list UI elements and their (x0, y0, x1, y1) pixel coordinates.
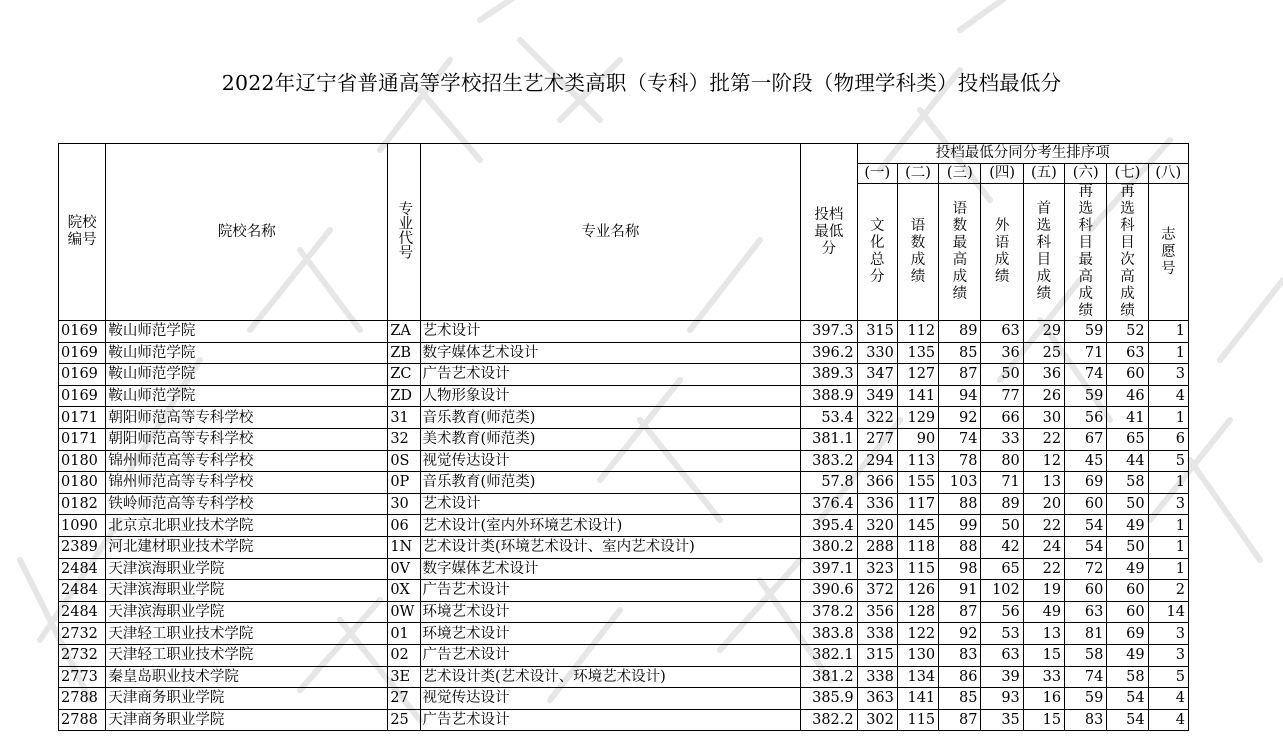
tiebreak-2-cell: 127 (897, 364, 938, 386)
header-tiebreak-label: 再选科目次高成绩 (1107, 184, 1148, 321)
tiebreak-1-cell: 330 (857, 342, 897, 364)
tiebreak-7-cell: 54 (1107, 709, 1148, 731)
table-row (59, 558, 1189, 580)
page-title: 2022年辽宁省普通高等学校招生艺术类高职（专科）批第一阶段（物理学科类）投档最低分 (221, 71, 1062, 95)
tiebreak-8-cell: 5 (1148, 666, 1188, 688)
school-name-cell: 天津轻工职业技术学院 (106, 623, 388, 645)
min-score-cell: 388.9 (801, 385, 857, 407)
school-code-cell: 2484 (59, 601, 106, 623)
school-name-cell: 鞍山师范学院 (106, 364, 388, 386)
tiebreak-3-cell: 92 (939, 623, 981, 645)
tiebreak-1-cell: 294 (857, 450, 897, 472)
min-score-cell: 390.6 (801, 580, 857, 602)
major-code-cell: 30 (388, 493, 420, 515)
min-score-cell: 396.2 (801, 342, 857, 364)
school-code-cell: 0171 (59, 407, 106, 429)
header-tiebreak-number: (八) (1148, 164, 1188, 184)
major-name-cell: 音乐教育(师范类) (420, 407, 801, 429)
school-name-cell: 天津滨海职业学院 (106, 580, 388, 602)
school-name-cell: 朝阳师范高等专科学校 (106, 428, 388, 450)
tiebreak-1-cell: 356 (857, 601, 897, 623)
tiebreak-7-cell: 49 (1107, 644, 1148, 666)
tiebreak-5-cell: 26 (1023, 385, 1064, 407)
tiebreak-3-cell: 98 (939, 558, 981, 580)
school-code-cell: 0171 (59, 428, 106, 450)
table-row (59, 623, 1189, 645)
tiebreak-3-cell: 103 (939, 472, 981, 494)
min-score-cell: 376.4 (801, 493, 857, 515)
table-row (59, 688, 1189, 710)
tiebreak-4-cell: 71 (981, 472, 1023, 494)
tiebreak-7-cell: 52 (1107, 321, 1148, 343)
admission-table (58, 143, 1189, 731)
school-name-cell: 鞍山师范学院 (106, 342, 388, 364)
tiebreak-7-cell: 49 (1107, 515, 1148, 537)
min-score-cell: 382.1 (801, 644, 857, 666)
tiebreak-3-cell: 88 (939, 536, 981, 558)
school-name-cell: 天津滨海职业学院 (106, 601, 388, 623)
tiebreak-1-cell: 347 (857, 364, 897, 386)
tiebreak-6-cell: 74 (1065, 364, 1107, 386)
school-name-cell: 河北建材职业技术学院 (106, 536, 388, 558)
school-code-cell: 2389 (59, 536, 106, 558)
tiebreak-5-cell: 22 (1023, 515, 1064, 537)
tiebreak-1-cell: 315 (857, 321, 897, 343)
table-row (59, 321, 1189, 343)
min-score-cell: 397.3 (801, 321, 857, 343)
major-code-cell: ZC (388, 364, 420, 386)
school-name-cell: 鞍山师范学院 (106, 321, 388, 343)
tiebreak-5-cell: 15 (1023, 709, 1064, 731)
min-score-cell: 383.8 (801, 623, 857, 645)
header-tiebreak-number: (六) (1065, 164, 1107, 184)
tiebreak-4-cell: 80 (981, 450, 1023, 472)
header-tiebreak-label: 外语成绩 (981, 184, 1023, 321)
tiebreak-2-cell: 135 (897, 342, 938, 364)
tiebreak-6-cell: 59 (1065, 321, 1107, 343)
major-name-cell: 数字媒体艺术设计 (420, 558, 801, 580)
major-code-cell: 25 (388, 709, 420, 731)
tiebreak-4-cell: 63 (981, 644, 1023, 666)
tiebreak-5-cell: 19 (1023, 580, 1064, 602)
tiebreak-7-cell: 50 (1107, 493, 1148, 515)
tiebreak-7-cell: 58 (1107, 666, 1148, 688)
tiebreak-5-cell: 25 (1023, 342, 1064, 364)
major-name-cell: 艺术设计类(环境艺术设计、室内艺术设计) (420, 536, 801, 558)
min-score-cell: 397.1 (801, 558, 857, 580)
tiebreak-8-cell: 2 (1148, 580, 1188, 602)
header-school-name: 院校名称 (106, 144, 388, 321)
tiebreak-4-cell: 102 (981, 580, 1023, 602)
tiebreak-1-cell: 349 (857, 385, 897, 407)
major-code-cell: 0X (388, 580, 420, 602)
tiebreak-7-cell: 50 (1107, 536, 1148, 558)
school-code-cell: 0169 (59, 385, 106, 407)
min-score-cell: 381.2 (801, 666, 857, 688)
header-school-code: 院校编号 (59, 144, 106, 321)
tiebreak-8-cell: 3 (1148, 364, 1188, 386)
tiebreak-2-cell: 134 (897, 666, 938, 688)
header-tiebreak-label: 文化总分 (857, 184, 897, 321)
tiebreak-4-cell: 93 (981, 688, 1023, 710)
tiebreak-3-cell: 86 (939, 666, 981, 688)
tiebreak-4-cell: 66 (981, 407, 1023, 429)
school-code-cell: 0169 (59, 342, 106, 364)
school-code-cell: 1090 (59, 515, 106, 537)
tiebreak-4-cell: 36 (981, 342, 1023, 364)
tiebreak-2-cell: 130 (897, 644, 938, 666)
tiebreak-5-cell: 16 (1023, 688, 1064, 710)
school-name-cell: 天津轻工职业技术学院 (106, 644, 388, 666)
tiebreak-1-cell: 315 (857, 644, 897, 666)
tiebreak-7-cell: 60 (1107, 601, 1148, 623)
tiebreak-1-cell: 372 (857, 580, 897, 602)
table-row (59, 385, 1189, 407)
tiebreak-5-cell: 20 (1023, 493, 1064, 515)
tiebreak-4-cell: 50 (981, 515, 1023, 537)
tiebreak-2-cell: 113 (897, 450, 938, 472)
header-tiebreak-group: 投档最低分同分考生排序项 (857, 144, 1188, 164)
tiebreak-2-cell: 155 (897, 472, 938, 494)
tiebreak-2-cell: 145 (897, 515, 938, 537)
tiebreak-5-cell: 15 (1023, 644, 1064, 666)
table-row (59, 601, 1189, 623)
tiebreak-8-cell: 1 (1148, 407, 1188, 429)
min-score-cell: 57.8 (801, 472, 857, 494)
min-score-cell: 395.4 (801, 515, 857, 537)
tiebreak-2-cell: 115 (897, 709, 938, 731)
tiebreak-3-cell: 74 (939, 428, 981, 450)
major-name-cell: 广告艺术设计 (420, 364, 801, 386)
header-major-name: 专业名称 (420, 144, 801, 321)
major-name-cell: 音乐教育(师范类) (420, 472, 801, 494)
school-code-cell: 0182 (59, 493, 106, 515)
tiebreak-3-cell: 94 (939, 385, 981, 407)
table-row (59, 428, 1189, 450)
tiebreak-8-cell: 1 (1148, 515, 1188, 537)
school-name-cell: 锦州师范高等专科学校 (106, 472, 388, 494)
major-code-cell: 0V (388, 558, 420, 580)
major-name-cell: 视觉传达设计 (420, 450, 801, 472)
major-code-cell: 0P (388, 472, 420, 494)
tiebreak-3-cell: 85 (939, 688, 981, 710)
major-code-cell: 3E (388, 666, 420, 688)
tiebreak-8-cell: 6 (1148, 428, 1188, 450)
school-code-cell: 0180 (59, 450, 106, 472)
tiebreak-8-cell: 4 (1148, 709, 1188, 731)
tiebreak-1-cell: 323 (857, 558, 897, 580)
major-name-cell: 人物形象设计 (420, 385, 801, 407)
tiebreak-6-cell: 54 (1065, 536, 1107, 558)
tiebreak-7-cell: 54 (1107, 688, 1148, 710)
tiebreak-4-cell: 53 (981, 623, 1023, 645)
tiebreak-7-cell: 63 (1107, 342, 1148, 364)
major-name-cell: 广告艺术设计 (420, 644, 801, 666)
tiebreak-8-cell: 4 (1148, 688, 1188, 710)
major-name-cell: 广告艺术设计 (420, 709, 801, 731)
table-row (59, 342, 1189, 364)
tiebreak-4-cell: 33 (981, 428, 1023, 450)
min-score-cell: 383.2 (801, 450, 857, 472)
major-code-cell: 1N (388, 536, 420, 558)
tiebreak-2-cell: 90 (897, 428, 938, 450)
school-code-cell: 2732 (59, 623, 106, 645)
major-name-cell: 艺术设计类(艺术设计、环境艺术设计) (420, 666, 801, 688)
table-row (59, 450, 1189, 472)
tiebreak-4-cell: 63 (981, 321, 1023, 343)
tiebreak-5-cell: 13 (1023, 472, 1064, 494)
school-name-cell: 锦州师范高等专科学校 (106, 450, 388, 472)
tiebreak-7-cell: 60 (1107, 580, 1148, 602)
tiebreak-1-cell: 277 (857, 428, 897, 450)
tiebreak-8-cell: 5 (1148, 450, 1188, 472)
tiebreak-2-cell: 128 (897, 601, 938, 623)
table-row (59, 580, 1189, 602)
school-code-cell: 0169 (59, 364, 106, 386)
tiebreak-2-cell: 129 (897, 407, 938, 429)
major-name-cell: 环境艺术设计 (420, 601, 801, 623)
major-name-cell: 环境艺术设计 (420, 623, 801, 645)
header-tiebreak-label: 首选科目成绩 (1023, 184, 1064, 321)
header-tiebreak-number: (二) (897, 164, 938, 184)
tiebreak-2-cell: 118 (897, 536, 938, 558)
tiebreak-7-cell: 65 (1107, 428, 1148, 450)
tiebreak-7-cell: 60 (1107, 364, 1148, 386)
tiebreak-1-cell: 288 (857, 536, 897, 558)
tiebreak-7-cell: 41 (1107, 407, 1148, 429)
min-score-cell: 380.2 (801, 536, 857, 558)
tiebreak-4-cell: 77 (981, 385, 1023, 407)
tiebreak-3-cell: 87 (939, 709, 981, 731)
tiebreak-4-cell: 65 (981, 558, 1023, 580)
tiebreak-4-cell: 56 (981, 601, 1023, 623)
tiebreak-6-cell: 60 (1065, 493, 1107, 515)
school-code-cell: 2732 (59, 644, 106, 666)
tiebreak-1-cell: 302 (857, 709, 897, 731)
tiebreak-6-cell: 81 (1065, 623, 1107, 645)
tiebreak-1-cell: 336 (857, 493, 897, 515)
major-code-cell: 02 (388, 644, 420, 666)
tiebreak-4-cell: 50 (981, 364, 1023, 386)
table-row (59, 364, 1189, 386)
tiebreak-5-cell: 49 (1023, 601, 1064, 623)
tiebreak-8-cell: 4 (1148, 385, 1188, 407)
tiebreak-2-cell: 122 (897, 623, 938, 645)
school-code-cell: 2484 (59, 580, 106, 602)
tiebreak-5-cell: 13 (1023, 623, 1064, 645)
min-score-cell: 53.4 (801, 407, 857, 429)
tiebreak-4-cell: 89 (981, 493, 1023, 515)
tiebreak-3-cell: 99 (939, 515, 981, 537)
tiebreak-2-cell: 117 (897, 493, 938, 515)
tiebreak-5-cell: 22 (1023, 558, 1064, 580)
major-code-cell: 01 (388, 623, 420, 645)
tiebreak-3-cell: 92 (939, 407, 981, 429)
tiebreak-5-cell: 30 (1023, 407, 1064, 429)
major-name-cell: 艺术设计(室内外环境艺术设计) (420, 515, 801, 537)
tiebreak-4-cell: 39 (981, 666, 1023, 688)
major-name-cell: 艺术设计 (420, 321, 801, 343)
school-code-cell: 2788 (59, 688, 106, 710)
tiebreak-6-cell: 59 (1065, 688, 1107, 710)
tiebreak-5-cell: 22 (1023, 428, 1064, 450)
major-code-cell: 0W (388, 601, 420, 623)
tiebreak-6-cell: 45 (1065, 450, 1107, 472)
tiebreak-3-cell: 87 (939, 601, 981, 623)
tiebreak-8-cell: 1 (1148, 536, 1188, 558)
table-row (59, 493, 1189, 515)
tiebreak-1-cell: 322 (857, 407, 897, 429)
major-code-cell: ZA (388, 321, 420, 343)
tiebreak-8-cell: 3 (1148, 644, 1188, 666)
school-name-cell: 鞍山师范学院 (106, 385, 388, 407)
table-row (59, 407, 1189, 429)
min-score-cell: 382.2 (801, 709, 857, 731)
tiebreak-5-cell: 24 (1023, 536, 1064, 558)
tiebreak-6-cell: 69 (1065, 472, 1107, 494)
tiebreak-1-cell: 338 (857, 666, 897, 688)
tiebreak-5-cell: 33 (1023, 666, 1064, 688)
tiebreak-3-cell: 91 (939, 580, 981, 602)
major-name-cell: 视觉传达设计 (420, 688, 801, 710)
tiebreak-3-cell: 78 (939, 450, 981, 472)
tiebreak-4-cell: 42 (981, 536, 1023, 558)
tiebreak-6-cell: 59 (1065, 385, 1107, 407)
tiebreak-7-cell: 69 (1107, 623, 1148, 645)
school-code-cell: 0169 (59, 321, 106, 343)
tiebreak-2-cell: 112 (897, 321, 938, 343)
school-code-cell: 2773 (59, 666, 106, 688)
header-min-score: 投档最低分 (801, 144, 857, 321)
table-row (59, 644, 1189, 666)
tiebreak-1-cell: 363 (857, 688, 897, 710)
tiebreak-6-cell: 60 (1065, 580, 1107, 602)
major-code-cell: 27 (388, 688, 420, 710)
major-code-cell: 0S (388, 450, 420, 472)
header-major-code (388, 144, 420, 321)
major-name-cell: 艺术设计 (420, 493, 801, 515)
tiebreak-6-cell: 63 (1065, 601, 1107, 623)
tiebreak-6-cell: 83 (1065, 709, 1107, 731)
tiebreak-8-cell: 1 (1148, 558, 1188, 580)
major-code-cell: 32 (388, 428, 420, 450)
header-tiebreak-label: 再选科目最高成绩 (1065, 184, 1107, 321)
tiebreak-1-cell: 338 (857, 623, 897, 645)
major-code-cell: ZB (388, 342, 420, 364)
tiebreak-4-cell: 35 (981, 709, 1023, 731)
school-code-cell: 2484 (59, 558, 106, 580)
header-tiebreak-number: (一) (857, 164, 897, 184)
table-row (59, 709, 1189, 731)
tiebreak-8-cell: 1 (1148, 472, 1188, 494)
school-name-cell: 北京京北职业技术学院 (106, 515, 388, 537)
tiebreak-6-cell: 56 (1065, 407, 1107, 429)
header-tiebreak-label: 语数成绩 (897, 184, 938, 321)
tiebreak-2-cell: 126 (897, 580, 938, 602)
school-name-cell: 秦皇岛职业技术学院 (106, 666, 388, 688)
major-name-cell: 美术教育(师范类) (420, 428, 801, 450)
tiebreak-6-cell: 72 (1065, 558, 1107, 580)
tiebreak-7-cell: 46 (1107, 385, 1148, 407)
tiebreak-6-cell: 67 (1065, 428, 1107, 450)
school-name-cell: 天津商务职业学院 (106, 709, 388, 731)
tiebreak-3-cell: 89 (939, 321, 981, 343)
school-name-cell: 朝阳师范高等专科学校 (106, 407, 388, 429)
tiebreak-8-cell: 14 (1148, 601, 1188, 623)
tiebreak-7-cell: 58 (1107, 472, 1148, 494)
tiebreak-8-cell: 3 (1148, 623, 1188, 645)
major-code-cell: 06 (388, 515, 420, 537)
tiebreak-6-cell: 71 (1065, 342, 1107, 364)
school-code-cell: 2788 (59, 709, 106, 731)
tiebreak-5-cell: 12 (1023, 450, 1064, 472)
header-tiebreak-number: (五) (1023, 164, 1064, 184)
tiebreak-6-cell: 54 (1065, 515, 1107, 537)
header-tiebreak-number: (三) (939, 164, 981, 184)
tiebreak-6-cell: 74 (1065, 666, 1107, 688)
header-tiebreak-label: 志愿号 (1148, 184, 1188, 321)
tiebreak-7-cell: 49 (1107, 558, 1148, 580)
min-score-cell: 389.3 (801, 364, 857, 386)
tiebreak-2-cell: 141 (897, 385, 938, 407)
tiebreak-1-cell: 320 (857, 515, 897, 537)
tiebreak-2-cell: 141 (897, 688, 938, 710)
tiebreak-2-cell: 115 (897, 558, 938, 580)
tiebreak-3-cell: 88 (939, 493, 981, 515)
tiebreak-8-cell: 3 (1148, 493, 1188, 515)
tiebreak-7-cell: 44 (1107, 450, 1148, 472)
school-name-cell: 铁岭师范高等专科学校 (106, 493, 388, 515)
major-code-cell: 31 (388, 407, 420, 429)
min-score-cell: 381.1 (801, 428, 857, 450)
school-code-cell: 0180 (59, 472, 106, 494)
table-row (59, 536, 1189, 558)
min-score-cell: 385.9 (801, 688, 857, 710)
table-row (59, 515, 1189, 537)
min-score-cell: 378.2 (801, 601, 857, 623)
tiebreak-5-cell: 29 (1023, 321, 1064, 343)
header-major-code-text: 专业代号 (396, 200, 413, 259)
school-name-cell: 天津滨海职业学院 (106, 558, 388, 580)
major-name-cell: 广告艺术设计 (420, 580, 801, 602)
tiebreak-5-cell: 36 (1023, 364, 1064, 386)
school-name-cell: 天津商务职业学院 (106, 688, 388, 710)
header-tiebreak-number: (七) (1107, 164, 1148, 184)
tiebreak-8-cell: 1 (1148, 321, 1188, 343)
tiebreak-3-cell: 85 (939, 342, 981, 364)
tiebreak-6-cell: 58 (1065, 644, 1107, 666)
major-name-cell: 数字媒体艺术设计 (420, 342, 801, 364)
header-tiebreak-label: 语数最高成绩 (939, 184, 981, 321)
table-row (59, 666, 1189, 688)
table-row (59, 472, 1189, 494)
header-tiebreak-number: (四) (981, 164, 1023, 184)
tiebreak-1-cell: 366 (857, 472, 897, 494)
major-code-cell: ZD (388, 385, 420, 407)
tiebreak-3-cell: 83 (939, 644, 981, 666)
tiebreak-8-cell: 1 (1148, 342, 1188, 364)
tiebreak-3-cell: 87 (939, 364, 981, 386)
